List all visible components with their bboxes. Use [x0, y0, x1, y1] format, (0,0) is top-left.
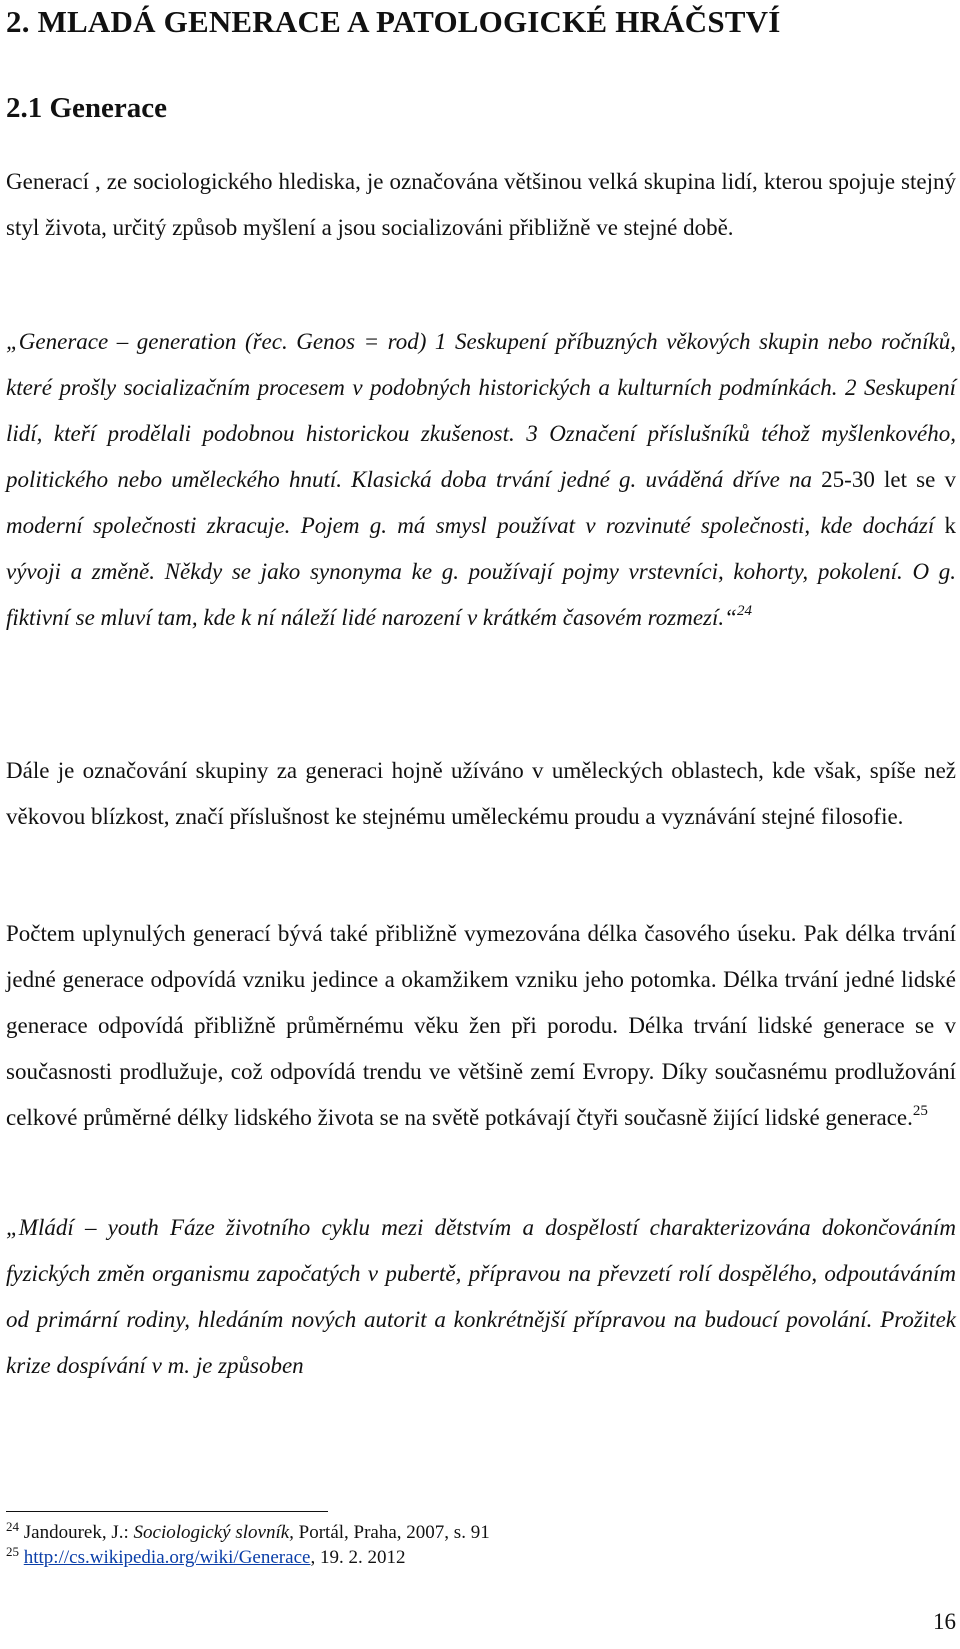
quote-text: vývoji a změně. Někdy se jako synonyma ke g. používají pojmy vrstevníci, kohorty, pokolení. O g. fiktivní se mluví tam, kde k ní náleží lidé narození v krátkém časovém rozmezí.“ — [6, 559, 956, 630]
footnote-24 — [6, 1520, 490, 1546]
paragraph-text: Generací , ze sociologického hlediska, je označována většinou velká skupina lidí, kterou spojuje stejný styl života, určitý způsob myšlení a jsou socializováni přibližně ve stejné době. — [6, 169, 956, 240]
footnote-divider — [6, 1511, 328, 1512]
paragraph-generation-length — [6, 911, 956, 1141]
quote-upright-text: 25-30 let se v — [821, 467, 956, 492]
footnote-ref: 25 — [912, 1103, 928, 1119]
paragraph-text: Počtem uplynulých generací bývá také přibližně vymezována délka časového úseku. Pak délka trvání jedné generace odpovídá vzniku jedince a okamžikem vzniku jeho potomka. Délka trvání jedné lidské generace odpovídá přibližně průměrnému věku žen při porodu. Délka trvání lidské generace se v současnosti prodlužuje, což odpovídá trendu ve většině zemí Evropy. Díky současnému prodlužování celkové průměrné délky lidského života se na světě potkávají čtyři současně žijící lidské generace. — [6, 921, 956, 1130]
footnote-number: 24 — [6, 1519, 19, 1534]
footnote-25 — [6, 1545, 405, 1571]
quote-text: „Generace – generation (řec. Genos = rod) 1 Seskupení příbuzných věkových skupin nebo ročníků, které prošly socializačním procesem v podobných historických a kulturních podmínkách. 2 Seskupení lidí, kteří prodělali podobnou historickou zkušenost. 3 Označení příslušníků téhož myšlenkového, politického nebo uměleckého hnutí. Klasická doba trvání jedné g. uváděná dříve na — [6, 329, 956, 492]
footnote-text: Jandourek, J.: — [19, 1522, 134, 1543]
footnote-text: Portál, Praha, 2007, s. 91 — [293, 1522, 490, 1543]
quote-upright-text: k — [944, 513, 956, 538]
paragraph-text: Dále je označování skupiny za generaci hojně užíváno v uměleckých oblastech, kde však, spíše než věkovou blízkost, značí příslušnost ke stejnému uměleckému proudu a vyznávání stejné filosofie. — [6, 758, 956, 829]
paragraph-art-generations — [6, 748, 956, 840]
page-number: 16 — [933, 1609, 956, 1634]
quote-youth-dictionary — [6, 1205, 956, 1389]
section-heading: 2.1 Generace — [6, 92, 168, 124]
quote-text: „Mládí – youth Fáze životního cyklu mezi dětstvím a dospělostí charakterizována dokončováním fyzických změn organismu započatých v pubertě, přípravou na převzetí rolí dospělého, odpoutáváním od primární rodiny, hledáním nových autorit a konkrétnější přípravou na budoucí povolání. Prožitek krize dospívání v m. je způsoben — [6, 1215, 956, 1378]
footnote-ref: 24 — [736, 603, 752, 619]
quote-generation-dictionary — [6, 319, 956, 641]
quote-text: moderní společnosti zkracuje. Pojem g. má smysl používat v rozvinuté společnosti, kde dochází — [6, 513, 945, 538]
chapter-heading: 2. MLADÁ GENERACE A PATOLOGICKÉ HRÁČSTVÍ — [6, 4, 781, 39]
footnote-text: , 19. 2. 2012 — [310, 1547, 406, 1568]
footnote-book-title: Sociologický slovník, — [133, 1522, 294, 1543]
footnote-number: 25 — [6, 1544, 19, 1559]
footnote-link[interactable]: http://cs.wikipedia.org/wiki/Generace — [23, 1547, 311, 1568]
paragraph-generation-definition — [6, 159, 956, 251]
